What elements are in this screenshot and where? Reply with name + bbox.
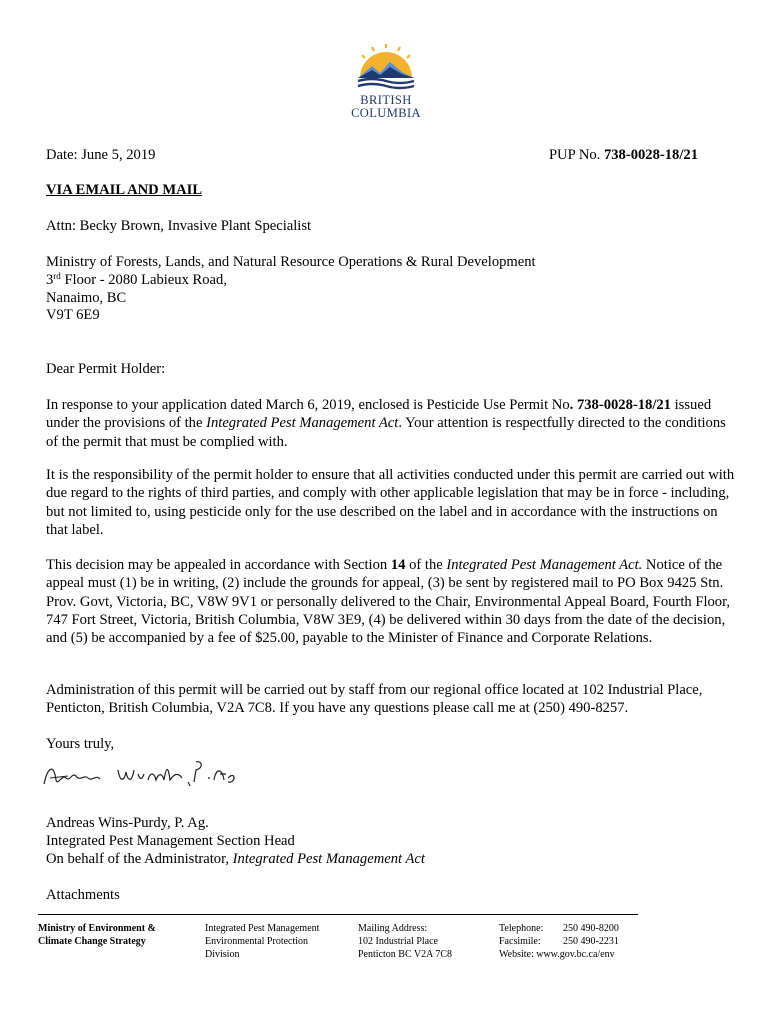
footer-mail-street: 102 Industrial Place bbox=[358, 936, 438, 947]
p3-text-a: This decision may be appealed in accordance with Section bbox=[46, 557, 391, 573]
footer-divider bbox=[38, 914, 638, 915]
p3-text-c: of the bbox=[405, 557, 447, 573]
pup-number bbox=[549, 146, 698, 164]
letter-date: Date: June 5, 2019 bbox=[46, 147, 156, 163]
p1-text-e: . Your attention is respectfully directed to the conditions of the permit that must be complied with. bbox=[46, 415, 726, 450]
facsimile-label: Facsimile: bbox=[499, 936, 541, 947]
delivery-method: VIA EMAIL AND MAIL bbox=[46, 182, 203, 198]
address-line-2 bbox=[46, 271, 227, 289]
pup-value: 738-0028-18/21 bbox=[603, 147, 698, 163]
logo-text-british: BRITISH bbox=[360, 93, 412, 107]
behalf-prefix: On behalf of the Administrator, bbox=[46, 851, 233, 867]
p1-act-name: Integrated Pest Management Act bbox=[206, 415, 399, 432]
p1-text-c: issued under the provisions of the bbox=[46, 397, 712, 432]
bc-sun-mountains-icon bbox=[352, 44, 420, 92]
facsimile-value: 250 490-2231 bbox=[563, 936, 619, 947]
signer-title: Integrated Pest Management Section Head bbox=[46, 833, 295, 849]
footer-ministry-line-2: Climate Change Strategy bbox=[38, 936, 146, 947]
telephone-label: Telephone: bbox=[499, 923, 544, 934]
footer-mailing-address bbox=[358, 922, 452, 961]
p4-text: Administration of this permit will be carried out by staff from our regional office located at 102 Industrial Place, Penticton, British Columbia, V2A 7C8. If you have any questions please call me at (250) 490-8257. bbox=[46, 682, 703, 717]
footer-mail-label: Mailing Address: bbox=[358, 923, 428, 934]
footer-branch-line-1: Integrated Pest Management bbox=[205, 923, 320, 934]
footer-contact bbox=[499, 922, 619, 961]
footer-ministry bbox=[38, 922, 156, 948]
behalf-act: Integrated Pest Management Act bbox=[232, 851, 425, 867]
salutation: Dear Permit Holder: bbox=[46, 361, 166, 377]
signer-name: Andreas Wins-Purdy, P. Ag. bbox=[46, 815, 209, 831]
street-address: Floor - 2080 Labieux Road, bbox=[60, 272, 227, 288]
footer-telephone bbox=[499, 922, 619, 935]
p2-text: It is the responsibility of the permit holder to ensure that all activities conducted under this permit are carried out with due regard to the rights of third parties, and comply with other applicable legislation that may be in force - including, but not limited to, using pesticide only for the use described on the label and in accordance with the instructions on that label. bbox=[46, 467, 735, 538]
telephone-value: 250 490-8200 bbox=[563, 923, 619, 934]
footer-mail-city: Penticton BC V2A 7C8 bbox=[358, 949, 452, 960]
paragraph-appeal bbox=[46, 556, 736, 647]
attachments-label: Attachments bbox=[46, 887, 120, 903]
p3-text-e: Notice of the appeal must (1) be in writing, (2) include the grounds for appeal, (3) be sent by registered mail to PO Box 9425 Stn. Prov. Govt, Victoria, BC, V8W 9V1 or personally delivered to the Chair, Environmental Appeal Board, Fourth Floor, 747 Fort Street, Victoria, British Columbia, V8W 3E9, (4) be delivered within 30 days from the date of the decision, and (5) be accompanied by a fee of $25.00, payable to the Minister of Finance and Corporate Relations. bbox=[46, 557, 731, 647]
p3-section-number: 14 bbox=[390, 557, 406, 573]
bc-government-logo bbox=[338, 44, 434, 124]
floor-suffix: rd bbox=[53, 271, 61, 281]
footer-branch-line-3: Division bbox=[205, 949, 240, 960]
p1-text-a: In response to your application dated March 6, 2019, enclosed is Pesticide Use Permit No bbox=[46, 397, 570, 413]
footer-branch-line-2: Environmental Protection bbox=[205, 936, 309, 947]
signer-behalf bbox=[46, 850, 425, 868]
footer-ministry-line-1: Ministry of Environment & bbox=[38, 923, 156, 934]
address-line-3: Nanaimo, BC bbox=[46, 290, 127, 306]
pup-label: PUP No. bbox=[548, 147, 604, 163]
address-line-4: V9T 6E9 bbox=[46, 307, 100, 323]
handwritten-signature bbox=[40, 752, 240, 792]
paragraph-administration bbox=[46, 681, 736, 718]
footer-facsimile bbox=[499, 935, 619, 948]
logo-text-columbia: COLUMBIA bbox=[351, 106, 421, 120]
attention-line: Attn: Becky Brown, Invasive Plant Specialist bbox=[46, 218, 312, 234]
p1-permit-number: . 738-0028-18/21 bbox=[569, 397, 671, 413]
footer-website: Website: www.gov.bc.ca/env bbox=[499, 949, 615, 960]
floor-number: 3 bbox=[46, 272, 54, 288]
closing: Yours truly, bbox=[46, 736, 115, 752]
paragraph-permit-issued bbox=[46, 396, 736, 451]
address-line-1: Ministry of Forests, Lands, and Natural Resource Operations & Rural Development bbox=[46, 254, 536, 270]
paragraph-responsibility bbox=[46, 466, 736, 539]
p3-act-name: Integrated Pest Management Act. bbox=[446, 557, 643, 573]
footer-branch bbox=[205, 922, 319, 961]
